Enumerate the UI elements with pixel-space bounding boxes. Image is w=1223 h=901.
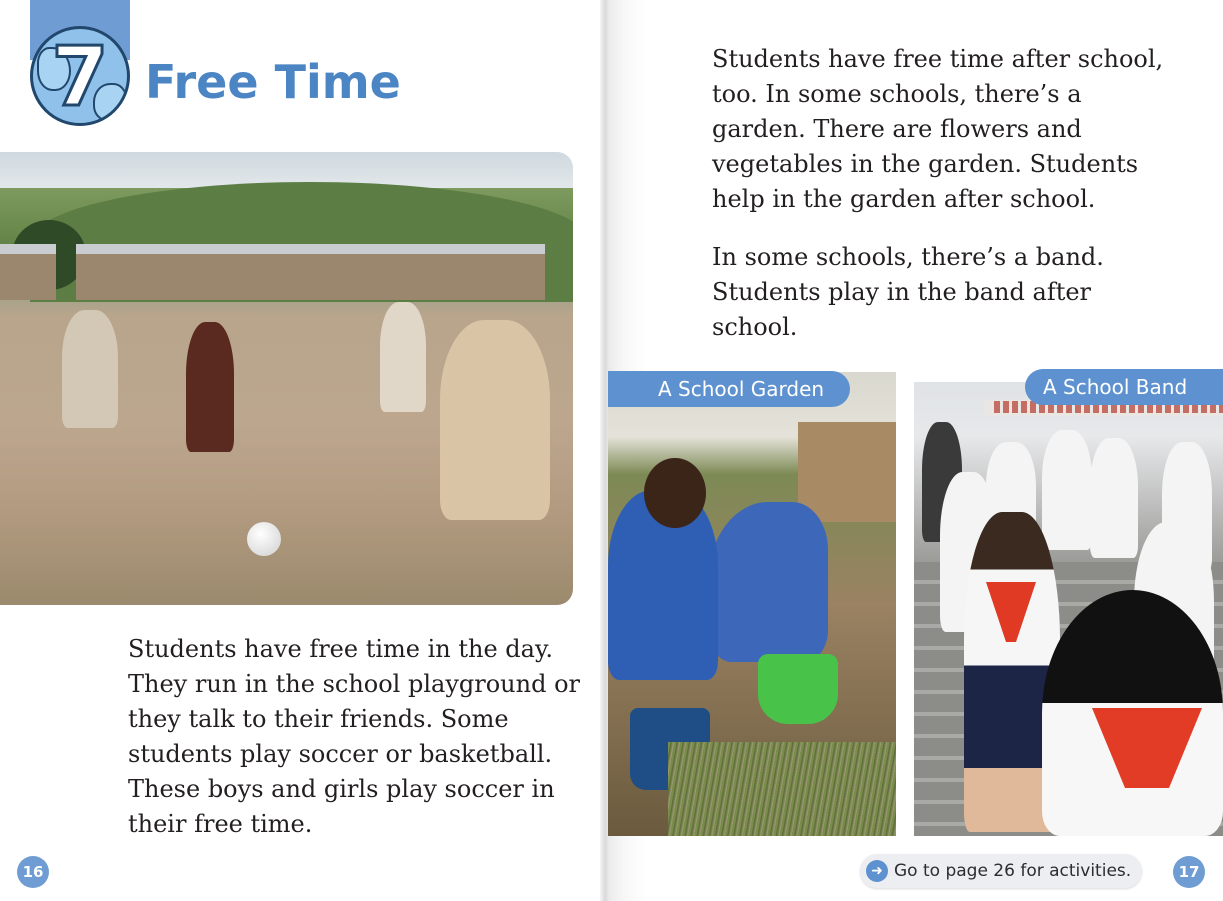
photo-student bbox=[380, 302, 426, 412]
garden-photo bbox=[608, 372, 896, 836]
photo-building bbox=[360, 244, 545, 300]
photo-building bbox=[76, 244, 376, 300]
soccer-photo bbox=[0, 152, 573, 605]
chapter-globe-badge bbox=[30, 26, 130, 126]
photo-student bbox=[440, 320, 550, 520]
photo-garden-plants bbox=[668, 742, 896, 836]
page-number-right: 17 bbox=[1173, 856, 1205, 888]
photo-band-member bbox=[1090, 438, 1138, 558]
photo-student bbox=[62, 310, 118, 428]
caption-school-band: A School Band bbox=[1025, 369, 1223, 405]
photo-student bbox=[708, 502, 828, 662]
photo-band-member bbox=[1042, 430, 1092, 550]
left-body-text: Students have free time in the day. They run in the school playground or they talk to their friends. Some students play soccer or basketball. These boys and girls play soccer in their free time. bbox=[128, 635, 581, 838]
activities-link-text: Go to page 26 for activities. bbox=[894, 861, 1132, 881]
photo-student bbox=[186, 322, 234, 452]
soccer-ball bbox=[247, 522, 281, 556]
chapter-title: Free Time bbox=[145, 55, 401, 109]
chapter-number: 7 bbox=[51, 30, 109, 125]
photo-green-bucket bbox=[758, 654, 838, 724]
caption-school-garden: A School Garden bbox=[608, 371, 850, 407]
band-photo bbox=[914, 382, 1223, 836]
arrow-right-icon: ➜ bbox=[866, 860, 888, 882]
photo-wall bbox=[798, 422, 896, 522]
right-body-text-2: In some schools, there’s a band. Students play in the band after school. bbox=[712, 243, 1104, 341]
photo-building bbox=[0, 244, 56, 300]
right-body-text-1: Students have free time after school, too. In some schools, there’s a garden. There are flowers and vegetables in the garden. Students help in the garden after school. bbox=[712, 45, 1164, 213]
left-page bbox=[0, 0, 606, 901]
activities-link[interactable] bbox=[860, 854, 1142, 888]
page-number-left: 16 bbox=[17, 856, 49, 888]
photo-student-head bbox=[644, 458, 706, 528]
